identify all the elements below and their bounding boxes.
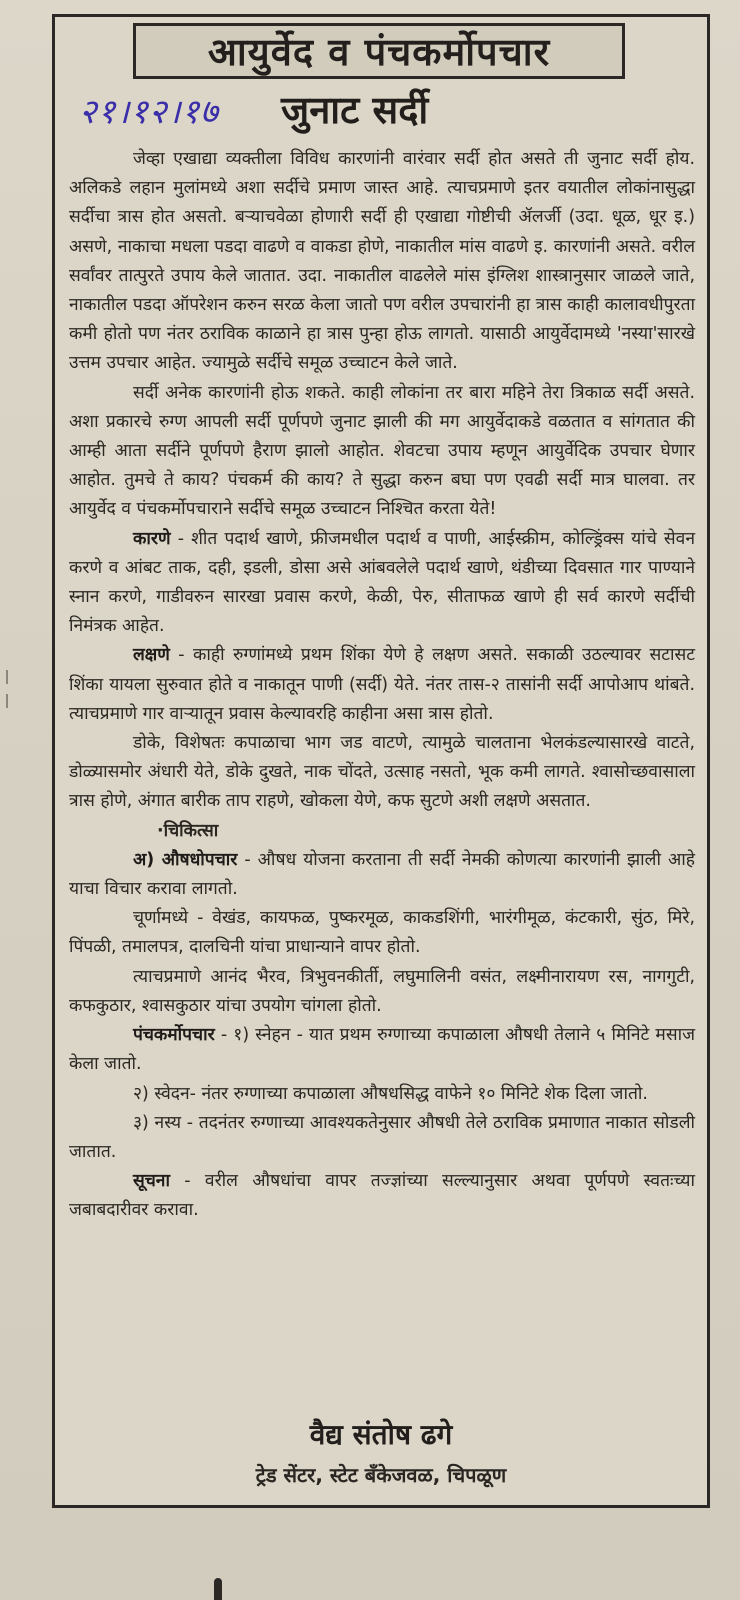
paragraph-karane bbox=[69, 525, 695, 642]
paragraph-panchakarma bbox=[69, 1021, 695, 1079]
paragraph-suchana bbox=[69, 1167, 695, 1225]
karane-label: कारणे bbox=[133, 528, 171, 549]
paragraph-causes-general: सर्दी अनेक कारणांनी होऊ शकते. काही लोकांना तर बारा महिने तेरा त्रिकाळ सर्दी असते. अशा प्रकारचे रुग्ण आपली सर्दी पूर्णपणे जुनाट झाली की मग आयुर्वेदाकडे वळतात व सांगतात की आम्ही आता सर्दीने पूर्णपणे हैराण झालो आहोत. शेवटचा उपाय म्हणून आयुर्वेदिक उपचार घेणार आहोत. तुमचे ते काय? पंचकर्म की काय? ते सुद्धा करुन बघा पण एवढी सर्दी मात्र घालवा. तर आयुर्वेद व पंचकर्मोपचाराने सर्दीचे समूळ उच्चाटन निश्चित करता येते! bbox=[69, 382, 695, 520]
lakshane-text: - काही रुग्णांमध्ये प्रथम शिंका येणे हे लक्षण असते. सकाळी उठल्यावर सटासट शिंका यायला सुरुवात होते व नाकातून पाणी (सर्दी) येते. नंतर तास-२ तासांनी सर्दी आपोआप थांबते. त्याचप्रमाणे गार वाऱ्यातून प्रवास केल्यावरहि काहीना असा त्रास होतो. bbox=[69, 645, 695, 724]
lakshane-label: लक्षणे bbox=[133, 645, 170, 666]
paragraph-lakshane bbox=[69, 641, 695, 729]
suchana-text: - वरील औषधांचा वापर तज्ज्ञांच्या सल्ल्यानुसार अथवा पूर्णपणे स्वतःच्या जबाबदारीवर करावा. bbox=[69, 1171, 695, 1221]
masthead-box bbox=[133, 23, 625, 79]
aushadhopachar-text: - औषध योजना करताना ती सर्दी नेमकी कोणत्या कारणांनी झाली आहे याचा विचार करावा लागतो. bbox=[69, 849, 695, 900]
article-frame bbox=[52, 14, 710, 1508]
date-headline-row bbox=[79, 83, 689, 143]
masthead-title: आयुर्वेद व पंचकर्मोपचार bbox=[207, 30, 551, 74]
paragraph-intro: जेव्हा एखाद्या व्यक्तीला विविध कारणांनी वारंवार सर्दी होत असते ती जुनाट सर्दी होय. अलिकडे लहान मुलांमध्ये अशा सर्दीचे प्रमाण जास्त आहे. त्याचप्रमाणे इतर वयातील लोकांनासुद्धा सर्दीचा त्रास होत असतो. बऱ्याचवेळा होणारी सर्दी ही एखाद्या गोष्टीची ॲलर्जी (उदा. धूळ, धूर इ.) असणे, नाकाचा मधला पडदा वाढणे व वाकडा होणे, नाकातील मांस वाढणे इ. कारणांनी असते. वरील सर्वांवर तात्पुरते उपाय केले जातात. उदा. नाकातील वाढलेले मांस इंग्लिश शास्त्रानुसार जाळले जाते, नाकातील पडदा ऑपरेशन करुन सरळ केला जातो पण वरील उपचारांनी हा त्रास काही कालावधीपुरता कमी होतो पण नंतर ठराविक काळाने हा त्रास पुन्हा होऊ लागतो. यासाठी आयुर्वेदामध्ये 'नस्या'सारखे उत्तम उपचार आहेत. ज्यामुळे सर्दीचे समूळ उच्चाटन केले जाते. bbox=[69, 149, 695, 374]
chikitsa-heading: ·चिकित्सा bbox=[157, 820, 219, 841]
panchakarma-label: पंचकर्मोपचार bbox=[133, 1025, 215, 1046]
article-headline: जुनाट सर्दी bbox=[281, 88, 429, 132]
author-address: ट्रेड सेंटर, स्टेट बँकेजवळ, चिपळूण bbox=[255, 1463, 507, 1487]
handwritten-date: २१।१२।१७ bbox=[79, 92, 219, 132]
karane-text: - शीत पदार्थ खाणे, फ्रीजमधील पदार्थ व पाणी, आईस्क्रीम, कोल्ड्रिंक्स यांचे सेवन करणे व आंबट ताक, दही, इडली, डोसा असे आंबवलेले पदार्थ खाणे, थंडीच्या दिवसात गार पाण्याने स्नान करणे, गाडीवरुन सारखा प्रवास करणे, केळी, पेरु, सीताफळ खाणे ही सर्व कारणे सर्दीची निमंत्रक आहेत. bbox=[69, 528, 695, 637]
paragraph-swedan: २) स्वेदन- नंतर रुग्णाच्या कपाळाला औषधसिद्ध वाफेने १० मिनिटे शेक दिला जातो. bbox=[133, 1083, 648, 1104]
paragraph-aushadhopachar bbox=[69, 846, 695, 904]
article-body bbox=[69, 145, 695, 1226]
aushadhopachar-label: अ) औषधोपचार bbox=[133, 849, 238, 870]
suchana-label: सूचना bbox=[133, 1171, 170, 1192]
edge-mark bbox=[6, 694, 16, 708]
author-name: वैद्य संतोष ढगे bbox=[309, 1418, 453, 1451]
paragraph-nasya: ३) नस्य - तदनंतर रुग्णाच्या आवश्यकतेनुसार औषधी तेले ठराविक प्रमाणात नाकात सोडली जातात. bbox=[69, 1112, 695, 1162]
paragraph-churna: चूर्णामध्ये - वेखंड, कायफळ, पुष्करमूळ, काकडशिंगी, भारंगीमूळ, कंटकारी, सुंठ, मिरे, पिंपळी, तमालपत्र, दालचिनी यांचा प्राधान्याने वापर होतो. bbox=[69, 908, 695, 958]
panchakarma-text: - १) स्नेहन - यात प्रथम रुग्णाच्या कपाळाला औषधी तेलाने ५ मिनिटे मसाज केला जातो. bbox=[69, 1025, 695, 1075]
edge-mark bbox=[6, 670, 16, 684]
pin-mark bbox=[214, 1578, 222, 1600]
paragraph-lakshane-2: डोके, विशेषतः कपाळाचा भाग जड वाटणे, त्यामुळे चालताना भेलकंडल्यासारखे वाटते, डोळ्यासमोर अंधारी येते, डोके दुखते, नाक चोंदते, उत्साह नसतो, भूक कमी लागते. श्वासोच्छवासाला त्रास होणे, अंगात बारीक ताप राहणे, खोकला येणे, कफ सुटणे अशी लक्षणे असतात. bbox=[69, 733, 695, 812]
paragraph-rasa: त्याचप्रमाणे आनंद भैरव, त्रिभुवनकीर्ती, लघुमालिनी वसंत, लक्ष्मीनारायण रस, नागगुटी, कफकुठार, श्वासकुठार यांचा उपयोग चांगला होतो. bbox=[69, 966, 695, 1016]
